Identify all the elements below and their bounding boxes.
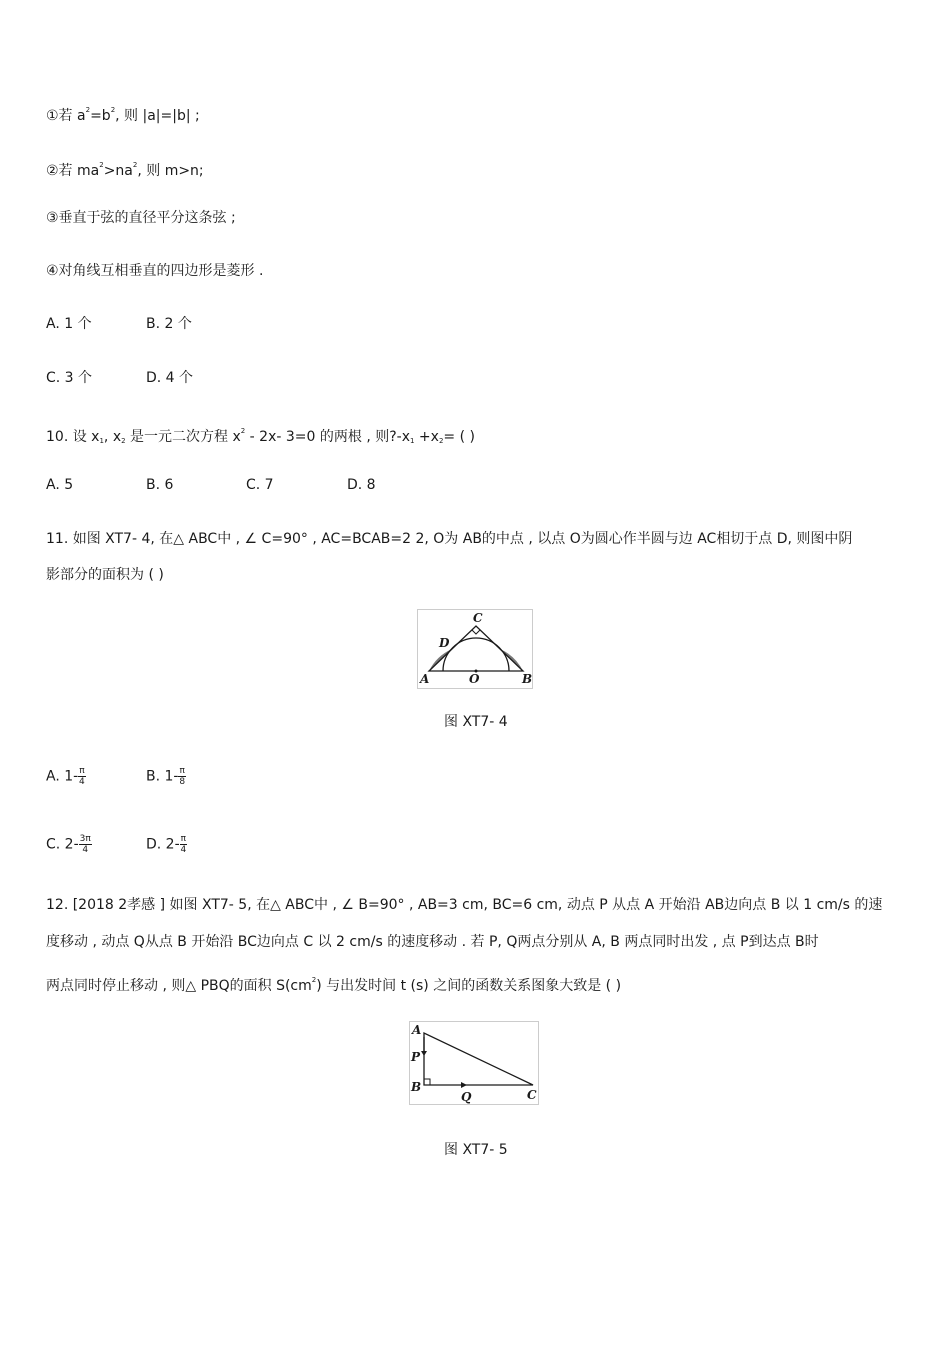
q9-option-d: D. 4 个 [146, 370, 194, 386]
label-b: B [411, 1080, 422, 1094]
label-p: P [411, 1050, 421, 1064]
question-11-line-2: 影部分的面积为 ( ) [46, 567, 164, 583]
label-c: C [527, 1088, 537, 1102]
arrow-down [421, 1051, 427, 1056]
question-12-line-2: 度移动 , 动点 Q从点 B 开始沿 BC边向点 C 以 2 cm/s 的速度移动 . 若 P, Q两点分别从 A, B 两点同时出发 , 点 P到达点 B时 [46, 934, 819, 950]
label-q: Q [461, 1090, 472, 1104]
q9-option-b: B. 2 个 [146, 316, 192, 332]
q11-option-d: D. 2- $\frac{\pi}{4}$ [146, 834, 187, 855]
statement-1: ①若 $a^2=b^2$, 则 |a|=|b| ; [46, 106, 200, 124]
figure-xt7-5-caption: 图 XT7- 5 [444, 1142, 508, 1158]
q11-option-c: C. 2- $\frac{3\pi}{4}$ [46, 834, 91, 855]
label-b: B [522, 672, 533, 686]
triangle-abc [424, 1033, 533, 1085]
label-a: A [412, 1023, 422, 1037]
q9-option-c: C. 3 个 [46, 370, 93, 386]
q9-option-a: A. 1 个 [46, 316, 92, 332]
arrow-right [461, 1082, 467, 1088]
question-11-line-1: 11. 如图 XT7- 4, 在△ ABC中 , ∠ C=90° , AC=BCAB=2 2, O为 AB的中点 , 以点 O为圆心作半圆与边 AC相切于点 D, 则图中阴 [46, 531, 853, 547]
statement-3: ③垂直于弦的直径平分这条弦 ; [46, 210, 236, 226]
statement-4: ④对角线互相垂直的四边形是菱形 . [46, 263, 264, 279]
statement-2: ②若 $ma^2>na^2$, 则 m>n; [46, 161, 204, 179]
figure-xt7-4-caption: 图 XT7- 4 [444, 714, 508, 730]
q11-option-a: A. 1- $\frac{\pi}{4}$ [46, 766, 85, 787]
question-10: 10. 设 $x_1$, $x_2$ 是一元二次方程 $x^2 - 2x-$ 3=0 的两根 , 则$?-x_1 +x_2=$ ( ) [46, 427, 475, 445]
label-c: C [473, 611, 483, 625]
q10-option-b: B. 6 [146, 477, 174, 493]
q10-option-a: A. 5 [46, 477, 74, 493]
q11-option-b: B. 1- $\frac{\pi}{8}$ [146, 766, 186, 787]
figure-xt7-4 [417, 609, 533, 689]
semicircle [443, 638, 509, 671]
label-a: A [420, 672, 430, 686]
label-o: O [469, 672, 480, 686]
question-12-line-3: 两点同时停止移动 , 则△ PBQ的面积 $S(cm^2)$ 与出发时间 t (s) 之间的函数关系图象大致是 ( ) [46, 976, 622, 994]
figure-xt7-5 [409, 1021, 539, 1105]
q10-option-d: D. 8 [347, 477, 376, 493]
question-12-line-1: 12. [2018 2孝感 ] 如图 XT7- 5, 在△ ABC中 , ∠ B=90° , AB=3 cm, BC=6 cm, 动点 P 从点 A 开始沿 AB边向点 B 以 1 cm/s 的速 [46, 897, 883, 913]
q10-option-c: C. 7 [246, 477, 274, 493]
label-d: D [439, 636, 450, 650]
